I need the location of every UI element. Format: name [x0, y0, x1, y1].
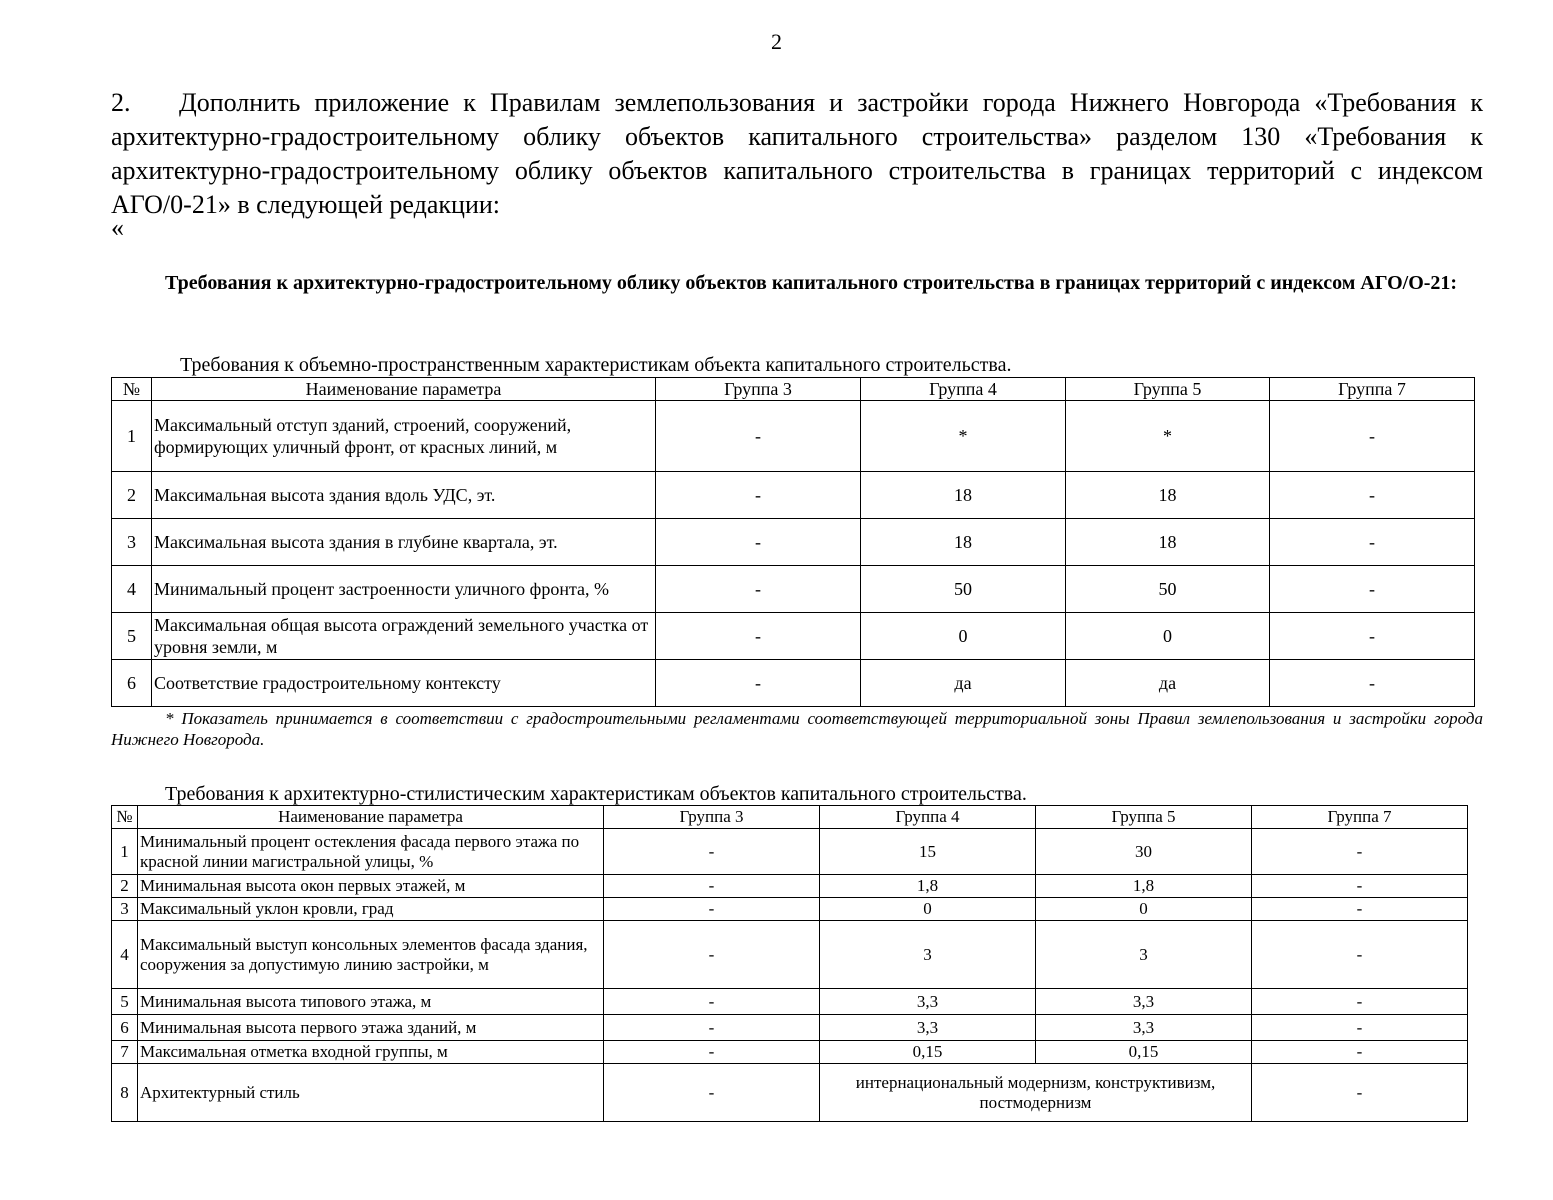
group-5-value: 18: [1066, 519, 1270, 566]
row-number: 3: [112, 519, 152, 566]
table-row: [112, 875, 1468, 898]
parameter-name: Максимальная отметка входной группы, м: [138, 1041, 604, 1064]
header-group-3: Группа 3: [604, 806, 820, 829]
row-number: 5: [112, 613, 152, 660]
header-group-5: Группа 5: [1066, 378, 1270, 401]
parameter-name: Максимальная общая высота ограждений земельного участка от уровня земли, м: [152, 613, 656, 660]
group-3-value: -: [604, 1041, 820, 1064]
group-5-value: 50: [1066, 566, 1270, 613]
group-3-value: -: [604, 989, 820, 1015]
parameter-name: Минимальный процент застроенности уличного фронта, %: [152, 566, 656, 613]
table-row: [112, 472, 1475, 519]
group-7-value: -: [1270, 472, 1475, 519]
table-row: [112, 829, 1468, 875]
group-5-value: *: [1066, 401, 1270, 472]
group-4-value: 15: [820, 829, 1036, 875]
parameter-name: Максимальная высота здания в глубине квартала, эт.: [152, 519, 656, 566]
group-4-value: 3,3: [820, 1015, 1036, 1041]
group-7-value: -: [1252, 989, 1468, 1015]
group-4-value: 0: [820, 898, 1036, 921]
parameter-name: Минимальная высота окон первых этажей, м: [138, 875, 604, 898]
group-4-value: 3: [820, 921, 1036, 989]
header-parameter: Наименование параметра: [138, 806, 604, 829]
group-7-value: -: [1252, 1015, 1468, 1041]
architectural-style-table: [111, 805, 1468, 1122]
group-5-value: да: [1066, 660, 1270, 707]
group-3-value: -: [604, 875, 820, 898]
group-5-value: 0: [1036, 898, 1252, 921]
table-row: [112, 613, 1475, 660]
header-parameter: Наименование параметра: [152, 378, 656, 401]
group-7-value: -: [1270, 613, 1475, 660]
parameter-name: Максимальный отступ зданий, строений, сооружений, формирующих уличный фронт, от красных линий, м: [152, 401, 656, 472]
group-7-value: -: [1270, 566, 1475, 613]
row-number: 5: [112, 989, 138, 1015]
header-group-4: Группа 4: [861, 378, 1066, 401]
parameter-name: Минимальная высота типового этажа, м: [138, 989, 604, 1015]
group-3-value: -: [656, 472, 861, 519]
group-4-value: 1,8: [820, 875, 1036, 898]
table2-caption: Требования к архитектурно-стилистическим характеристикам объектов капитального строительства.: [165, 783, 1027, 805]
group-5-value: 0,15: [1036, 1041, 1252, 1064]
group-3-value: -: [656, 613, 861, 660]
row-number: 1: [112, 401, 152, 472]
group-3-value: -: [604, 1064, 820, 1122]
table-header-row: [112, 806, 1468, 829]
parameter-name: Максимальная высота здания вдоль УДС, эт.: [152, 472, 656, 519]
group-5-value: 18: [1066, 472, 1270, 519]
header-number: №: [112, 378, 152, 401]
table-row: [112, 519, 1475, 566]
row-number: 4: [112, 566, 152, 613]
group-4-value: 50: [861, 566, 1066, 613]
opening-quote: «: [111, 213, 124, 242]
table1-caption: Требования к объемно-пространственным характеристикам объекта капитального строительства.: [180, 354, 1012, 376]
table-row: [112, 401, 1475, 472]
header-number: №: [112, 806, 138, 829]
table-row: [112, 1064, 1468, 1122]
group-3-value: -: [604, 829, 820, 875]
intro-number: 2.: [111, 88, 131, 117]
volume-spatial-table: [111, 377, 1475, 707]
group-3-value: -: [604, 921, 820, 989]
table-row: [112, 921, 1468, 989]
row-number: 2: [112, 472, 152, 519]
table-header-row: [112, 378, 1475, 401]
group-4-value: 18: [861, 519, 1066, 566]
table-row: [112, 989, 1468, 1015]
group-5-value: 3: [1036, 921, 1252, 989]
row-number: 1: [112, 829, 138, 875]
group-3-value: -: [656, 401, 861, 472]
group-4-value: да: [861, 660, 1066, 707]
row-number: 3: [112, 898, 138, 921]
parameter-name: Максимальный выступ консольных элементов фасада здания, сооружения за допустимую линию застройки, м: [138, 921, 604, 989]
row-number: 2: [112, 875, 138, 898]
group-4-value: 3,3: [820, 989, 1036, 1015]
parameter-name: Минимальный процент остекления фасада первого этажа по красной линии магистральной улицы, %: [138, 829, 604, 875]
intro-text: Дополнить приложение к Правилам землепользования и застройки города Нижнего Новгорода «Требования к архитектурно-градостроительному облику объектов капитального строительства» разделом 130 «Требования к архитектурно-градостроительному облику объектов капитального строительства в границах территорий с индексом АГО/0-21» в следующей редакции:: [111, 88, 1483, 219]
row-number: 7: [112, 1041, 138, 1064]
table-row: [112, 660, 1475, 707]
section-title: Требования к архитектурно-градостроительному облику объектов капитального строительства в границах территорий с индексом АГО/О-21:: [165, 272, 1458, 294]
group-7-value: -: [1270, 519, 1475, 566]
header-group-5: Группа 5: [1036, 806, 1252, 829]
group-5-value: 30: [1036, 829, 1252, 875]
table-row: [112, 1041, 1468, 1064]
group-4-value: 18: [861, 472, 1066, 519]
group-7-value: -: [1252, 829, 1468, 875]
header-group-7: Группа 7: [1252, 806, 1468, 829]
group-3-value: -: [656, 519, 861, 566]
parameter-name: Соответствие градостроительному контексту: [152, 660, 656, 707]
parameter-name: Архитектурный стиль: [138, 1064, 604, 1122]
group-7-value: -: [1252, 1064, 1468, 1122]
group-7-value: -: [1252, 898, 1468, 921]
footnote: * Показатель принимается в соответствии с градостроительными регламентами соответствующей территориальной зоны Правил землепользования и застройки города Нижнего Новгорода.: [111, 709, 1483, 749]
group-7-value: -: [1270, 401, 1475, 472]
group-3-value: -: [656, 660, 861, 707]
group-5-value: 3,3: [1036, 989, 1252, 1015]
parameter-name: Минимальная высота первого этажа зданий, м: [138, 1015, 604, 1041]
group-4-value: *: [861, 401, 1066, 472]
group-7-value: -: [1252, 921, 1468, 989]
table-row: [112, 566, 1475, 613]
intro-paragraph: [111, 86, 1483, 222]
row-number: 8: [112, 1064, 138, 1122]
group-4-value: 0,15: [820, 1041, 1036, 1064]
group-7-value: -: [1252, 875, 1468, 898]
parameter-name: Максимальный уклон кровли, град: [138, 898, 604, 921]
group-3-value: -: [604, 1015, 820, 1041]
table-row: [112, 898, 1468, 921]
row-number: 6: [112, 660, 152, 707]
group-5-value: 1,8: [1036, 875, 1252, 898]
header-group-4: Группа 4: [820, 806, 1036, 829]
group-3-value: -: [604, 898, 820, 921]
page-number: 2: [771, 29, 782, 54]
group-7-value: -: [1270, 660, 1475, 707]
table-row: [112, 1015, 1468, 1041]
header-group-7: Группа 7: [1270, 378, 1475, 401]
row-number: 4: [112, 921, 138, 989]
group-5-value: 3,3: [1036, 1015, 1252, 1041]
group-7-value: -: [1252, 1041, 1468, 1064]
group-4-5-merged-value: интернациональный модернизм, конструктивизм, постмодернизм: [820, 1064, 1252, 1122]
header-group-3: Группа 3: [656, 378, 861, 401]
group-3-value: -: [656, 566, 861, 613]
group-5-value: 0: [1066, 613, 1270, 660]
group-4-value: 0: [861, 613, 1066, 660]
row-number: 6: [112, 1015, 138, 1041]
